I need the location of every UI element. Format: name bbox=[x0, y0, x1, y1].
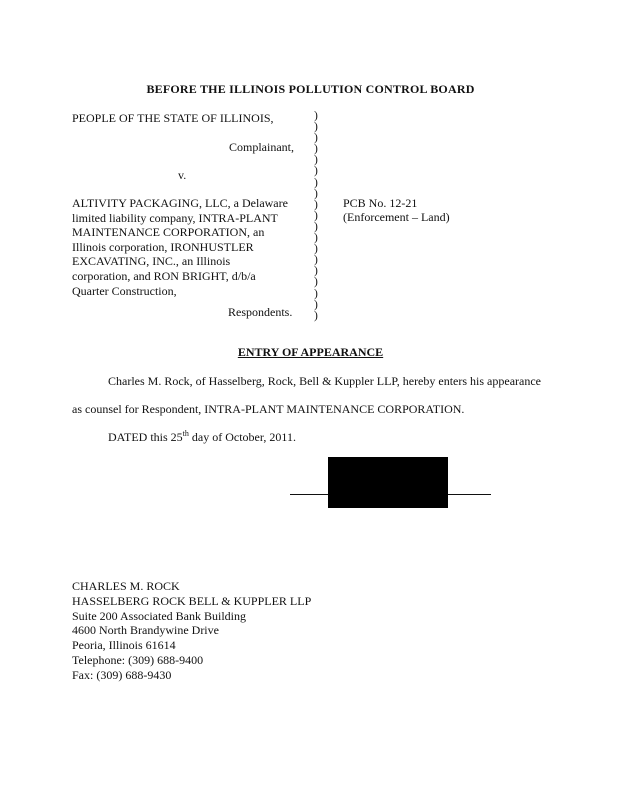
entry-of-appearance-heading: ENTRY OF APPEARANCE bbox=[237, 345, 384, 359]
counsel-line: CHARLES M. ROCK bbox=[72, 579, 180, 593]
caption-parenthesis: ) bbox=[314, 243, 318, 256]
counsel-line: HASSELBERG ROCK BELL & KUPPLER LLP bbox=[72, 593, 312, 608]
versus-label: v. bbox=[178, 168, 187, 182]
dated-superscript: th bbox=[182, 429, 189, 438]
caption-parenthesis: ) bbox=[314, 265, 318, 278]
caption-parenthesis: ) bbox=[314, 176, 318, 189]
respondent-line: ALTIVITY PACKAGING, LLC, a Delaware bbox=[72, 196, 288, 210]
caption-parenthesis: ) bbox=[314, 232, 318, 245]
caption-parenthesis: ) bbox=[314, 121, 318, 134]
respondent-line: EXCAVATING, INC., an Illinois bbox=[72, 254, 231, 269]
caption-parenthesis-column bbox=[314, 111, 318, 322]
redacted-signature-block bbox=[328, 457, 448, 508]
caption-parenthesis: ) bbox=[314, 287, 318, 300]
caption-parenthesis: ) bbox=[314, 187, 318, 200]
dated-line bbox=[108, 430, 296, 444]
caption-parenthesis: ) bbox=[314, 220, 318, 233]
respondent-line: limited liability company, INTRA-PLANT bbox=[72, 210, 278, 225]
caption-parenthesis: ) bbox=[314, 298, 318, 311]
counsel-line: Fax: (309) 688-9430 bbox=[72, 667, 172, 682]
caption-parenthesis: ) bbox=[314, 132, 318, 145]
document-title: BEFORE THE ILLINOIS POLLUTION CONTROL BOARD bbox=[146, 82, 475, 96]
appearance-paragraph-line1: Charles M. Rock, of Hasselberg, Rock, Bell & Kuppler LLP, hereby enters his appearance bbox=[108, 374, 541, 388]
signature-line-left bbox=[290, 494, 332, 495]
caption-parenthesis: ) bbox=[314, 254, 318, 267]
caption-parenthesis: ) bbox=[314, 276, 318, 289]
plaintiff-name: PEOPLE OF THE STATE OF ILLINOIS, bbox=[72, 111, 274, 125]
counsel-line: 4600 North Brandywine Drive bbox=[72, 623, 219, 638]
counsel-line: Suite 200 Associated Bank Building bbox=[72, 608, 246, 623]
respondent-line: corporation, and RON BRIGHT, d/b/a bbox=[72, 268, 256, 283]
caption-parenthesis: ) bbox=[314, 209, 318, 222]
caption-parenthesis: ) bbox=[314, 309, 318, 322]
respondents-names bbox=[72, 196, 288, 298]
caption-parenthesis: ) bbox=[314, 198, 318, 211]
appearance-paragraph-line2: as counsel for Respondent, INTRA-PLANT MAINTENANCE CORPORATION. bbox=[72, 402, 465, 416]
counsel-line: Peoria, Illinois 61614 bbox=[72, 638, 176, 653]
respondents-label: Respondents. bbox=[228, 305, 293, 319]
dated-prefix: DATED this 25 bbox=[108, 430, 183, 444]
caption-parenthesis: ) bbox=[314, 165, 318, 178]
counsel-line: Telephone: (309) 688-9400 bbox=[72, 652, 204, 667]
respondent-line: Illinois corporation, IRONHUSTLER bbox=[72, 239, 254, 254]
case-type: (Enforcement – Land) bbox=[343, 210, 450, 224]
complainant-label: Complainant, bbox=[229, 140, 294, 154]
caption-parenthesis: ) bbox=[314, 110, 318, 122]
signature-line-right bbox=[444, 494, 491, 495]
respondent-line: MAINTENANCE CORPORATION, an bbox=[72, 225, 265, 240]
dated-suffix: day of October, 2011. bbox=[188, 430, 296, 444]
caption-parenthesis: ) bbox=[314, 154, 318, 167]
counsel-contact-block bbox=[72, 579, 311, 683]
respondent-line: Quarter Construction, bbox=[72, 283, 177, 298]
caption-parenthesis: ) bbox=[314, 143, 318, 156]
case-number: PCB No. 12-21 bbox=[343, 196, 418, 210]
